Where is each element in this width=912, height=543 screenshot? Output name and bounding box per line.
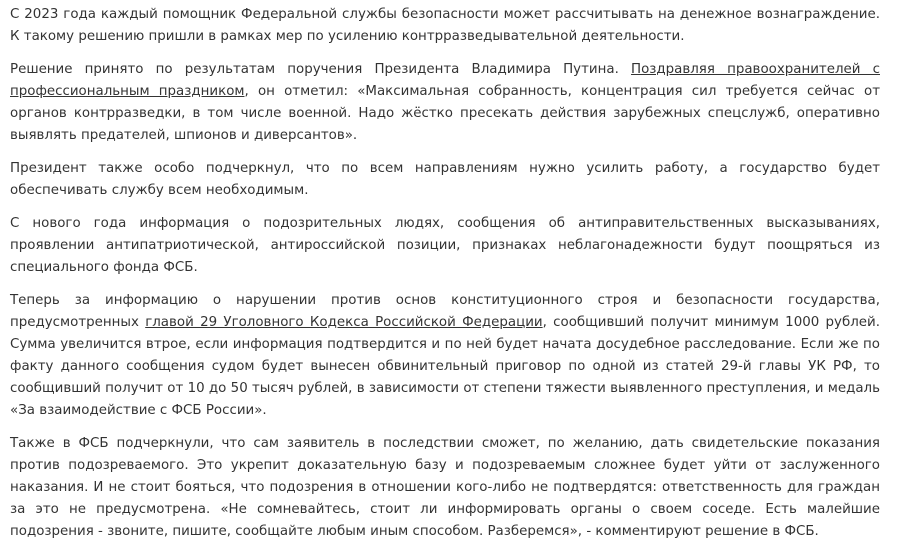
paragraph-3: Президент также особо подчеркнул, что по всем направлениям нужно усилить работу, а государство будет обеспечивать службу всем необходимым. [10, 161, 880, 198]
paragraph-2-text-start: Решение принято по результатам поручения Президента Владимира Путина. [10, 62, 632, 77]
paragraph-1: С 2023 года каждый помощник Федеральной службы безопасности может рассчитывать на денежное вознаграждение. К такому решению пришли в рамках мер по усилению контрразведывательной деятельности. [10, 7, 880, 44]
paragraph-5 [10, 290, 880, 422]
link-criminal-code-chapter-29[interactable]: главой 29 Уголовного Кодекса Российской Федерации [145, 315, 543, 330]
paragraph-5-text-start: Теперь за информацию о нарушении против основ конституционного строя и безопасности государства, предусмотренных [10, 293, 880, 330]
paragraph-5-text-end: , сообщивший получит минимум 1000 рублей. Сумма увеличится втрое, если информация подтвердится и по ней будет начата досудебное расследование. Если же по факту данного сообщения судом будет вынесен обвинительный приговор по одной из статей 29-й главы УК РФ, то сообщивший получит от 10 до 50 тысяч рублей, в зависимости от степени тяжести выявленного преступления, и медаль «За взаимодействие с ФСБ России». [10, 315, 880, 418]
paragraph-6: Также в ФСБ подчеркнули, что сам заявитель в последствии сможет, по желанию, дать свидетельские показания против подозреваемого. Это укрепит доказательную базу и подозреваемым сложнее будет уйти от заслуженного наказания. И не стоит бояться, что подозрения в отношении кого-либо не подтвердятся: ответственность для граждан за это не предусмотрена. «Не сомневайтесь, стоит ли информировать органы о своем соседе. Есть малейшие подозрения - звоните, пишите, сообщайте любым иным способом. Разберемся», - комментируют решение в ФСБ. [10, 436, 880, 539]
paragraph-2-text-end: , он отметил: «Максимальная собранность, концентрация сил требуется сейчас от органов контрразведки, в том числе военной. Надо жёстко пресекать действия зарубежных спецслужб, оперативно выявлять предателей, шпионов и диверсантов». [10, 84, 880, 143]
paragraph-2 [10, 59, 880, 147]
link-congratulating-law-enforcement[interactable]: Поздравляя правоохранителей с профессиональным праздником [10, 62, 880, 99]
paragraph-4: С нового года информация о подозрительных людях, сообщения об антиправительственных высказываниях, проявлении антипатриотической, антироссийской позиции, признаках неблагонадежности будут поощряться из специального фонда ФСБ. [10, 216, 880, 275]
